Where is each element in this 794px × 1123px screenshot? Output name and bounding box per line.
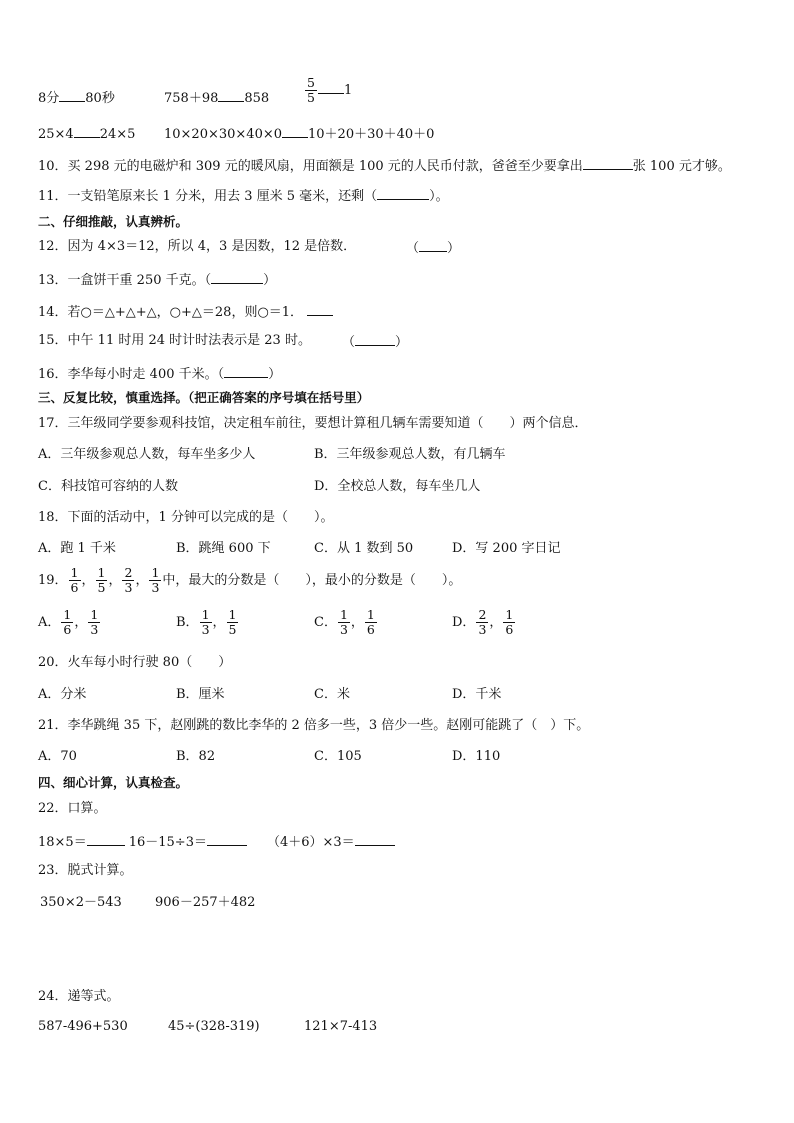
- question-10: [38, 156, 731, 176]
- option-label: C．: [314, 615, 337, 630]
- question-24: 24．递等式。: [38, 989, 120, 1004]
- answer-blank[interactable]: [74, 124, 100, 138]
- fraction: $\frac{1}{3}$: [201, 607, 210, 637]
- question-text: ）: [263, 273, 277, 288]
- separator: ，: [74, 615, 88, 630]
- question-text: 16．李华每小时走 400 千米。（: [38, 367, 225, 382]
- compare-right: 24×5: [99, 127, 136, 142]
- question-text: 张 100 元才够。: [632, 159, 731, 174]
- compare-right: 1: [343, 83, 353, 98]
- answer-blank[interactable]: [282, 124, 308, 138]
- expression: 350×2－543: [40, 895, 122, 910]
- fraction: $\frac{1}{3}$: [339, 607, 348, 637]
- separator: ，: [108, 573, 122, 588]
- option-d[interactable]: D．千米: [452, 687, 502, 702]
- option-d[interactable]: D．全校总人数，每车坐几人: [314, 479, 481, 494]
- answer-paren-12: [406, 238, 460, 258]
- fraction: $\frac{1}{6}$: [70, 565, 79, 595]
- fraction: $\frac{1}{6}$: [366, 607, 375, 637]
- separator: ，: [135, 573, 149, 588]
- option-c[interactable]: [314, 608, 378, 637]
- answer-blank[interactable]: [307, 302, 333, 316]
- compare-right: 10＋20＋30＋40＋0: [308, 127, 435, 142]
- question-11: [38, 186, 449, 206]
- answer-blank[interactable]: [377, 186, 429, 200]
- answer-blank[interactable]: [59, 88, 85, 102]
- question-text: ）: [268, 367, 282, 382]
- question-19: [38, 566, 461, 595]
- expression: 906－257＋482: [155, 895, 256, 910]
- question-20: 20．火车每小时行驶 80（ ）: [38, 655, 232, 670]
- option-a[interactable]: [38, 608, 101, 637]
- compare-row-2b: [164, 124, 434, 144]
- option-a[interactable]: A．跑 1 千米: [38, 541, 116, 556]
- compare-left: 758＋98: [164, 91, 219, 106]
- answer-blank[interactable]: [583, 156, 633, 170]
- answer-blank[interactable]: [207, 832, 247, 846]
- answer-paren-15: [342, 332, 408, 352]
- separator: ，: [489, 615, 503, 630]
- separator: ，: [212, 615, 226, 630]
- option-b[interactable]: B．82: [176, 749, 216, 764]
- separator: ，: [81, 573, 95, 588]
- compare-row-2a: [38, 124, 135, 144]
- fraction: $\frac{1}{6}$: [63, 607, 72, 637]
- fraction: $\frac{1}{3}$: [151, 565, 160, 595]
- compare-left: 8分: [38, 91, 60, 106]
- option-b[interactable]: B．三年级参观总人数，有几辆车: [314, 447, 506, 462]
- question-21: 21．李华跳绳 35 下，赵刚跳的数比李华的 2 倍多一些，3 倍少一些。赵刚可能跳了（ ）下。: [38, 718, 590, 733]
- compare-left: 10×20×30×40×0: [164, 127, 283, 142]
- compare-row-1b: [164, 88, 269, 108]
- option-d[interactable]: D．写 200 字日记: [452, 541, 561, 556]
- section-heading-3: 三、反复比较，慎重选择。（把正确答案的序号填在括号里）: [38, 390, 370, 405]
- section-heading-2: 二、仔细推敲，认真辨析。: [38, 214, 189, 229]
- option-a[interactable]: A．三年级参观总人数，每车坐多少人: [38, 447, 256, 462]
- compare-right: 80秒: [85, 91, 115, 106]
- option-c[interactable]: C．从 1 数到 50: [314, 541, 414, 556]
- paren: ）: [395, 335, 409, 350]
- option-a[interactable]: A．分米: [38, 687, 87, 702]
- question-15: [38, 332, 311, 350]
- answer-blank[interactable]: [211, 270, 263, 284]
- expression: 16－15÷3＝: [128, 835, 207, 850]
- compare-left: 25×4: [38, 127, 74, 142]
- question-text: 13．一盒饼干重 250 千克。（: [38, 273, 212, 288]
- question-text: 10．买 298 元的电磁炉和 309 元的暖风扇，用面额是 100 元的人民币付款，爸爸至少要拿出: [38, 159, 583, 174]
- question-12: [38, 238, 356, 256]
- option-label: D．: [452, 615, 476, 630]
- section-heading-4: 四、细心计算，认真检查。: [38, 775, 189, 790]
- option-c[interactable]: C．105: [314, 749, 362, 764]
- question-17: 17．三年级同学要参观科技馆，决定租车前往，要想计算租几辆车需要知道（ ）两个信息．: [38, 416, 588, 431]
- separator: ，: [350, 615, 364, 630]
- expression: 121×7-413: [304, 1019, 378, 1034]
- option-c[interactable]: C．科技馆可容纳的人数: [38, 479, 178, 494]
- expression: 45÷(328-319): [168, 1019, 260, 1034]
- compare-row-1c: [304, 76, 352, 105]
- answer-blank[interactable]: [318, 80, 344, 94]
- fraction: $\frac{1}{3}$: [90, 607, 99, 637]
- option-d[interactable]: [452, 608, 516, 637]
- fraction: $\frac{1}{5}$: [228, 607, 237, 637]
- question-number: 19．: [38, 573, 68, 588]
- question-22: 22．口算。: [38, 801, 107, 816]
- expression: 18×5＝: [38, 835, 87, 850]
- question-text: 12．因为 4×3＝12，所以 4，3 是因数，12 是倍数．: [38, 239, 357, 254]
- answer-blank[interactable]: [87, 832, 125, 846]
- option-d[interactable]: D．110: [452, 749, 501, 764]
- question-text: 14．若○＝△+△+△，○+△＝28，则○＝1．: [38, 305, 304, 320]
- expression: 587-496+530: [38, 1019, 128, 1034]
- option-label: A．: [38, 615, 61, 630]
- answer-blank[interactable]: [419, 238, 447, 252]
- question-text: ）。: [429, 189, 449, 204]
- expression: （4＋6）×3＝: [266, 835, 355, 850]
- option-c[interactable]: C．米: [314, 687, 350, 702]
- fraction: $\frac{2}{3}$: [478, 607, 487, 637]
- option-a[interactable]: A．70: [38, 749, 77, 764]
- paren: （: [406, 241, 420, 256]
- paren: （: [342, 335, 356, 350]
- question-23: 23．脱式计算。: [38, 863, 133, 878]
- answer-blank[interactable]: [218, 88, 244, 102]
- question-14: [38, 302, 333, 322]
- answer-blank[interactable]: [224, 364, 268, 378]
- answer-blank[interactable]: [355, 332, 395, 346]
- question-16: [38, 364, 281, 384]
- option-b[interactable]: B．跳绳 600 下: [176, 541, 271, 556]
- question-18: 18．下面的活动中，1 分钟可以完成的是（ ）。: [38, 510, 334, 525]
- paren: ）: [447, 241, 461, 256]
- compare-right: 858: [244, 91, 270, 106]
- option-b[interactable]: B．厘米: [176, 687, 225, 702]
- compare-row-1: [38, 88, 115, 108]
- fraction: $\frac{2}{3}$: [124, 565, 133, 595]
- question-13: [38, 270, 276, 290]
- answer-blank[interactable]: [355, 832, 395, 846]
- oral-calc-row: [38, 832, 395, 852]
- question-text: 11．一支铅笔原来长 1 分米，用去 3 厘米 5 毫米，还剩（: [38, 189, 378, 204]
- fraction: $\frac{5}{5}$: [307, 75, 315, 105]
- fraction: $\frac{1}{5}$: [97, 565, 106, 595]
- question-text: 15．中午 11 时用 24 时计时法表示是 23 时。: [38, 333, 311, 348]
- option-label: B．: [176, 615, 199, 630]
- fraction: $\frac{1}{6}$: [505, 607, 514, 637]
- question-text: 中，最大的分数是（ ），最小的分数是（ ）。: [162, 573, 462, 588]
- option-b[interactable]: [176, 608, 239, 637]
